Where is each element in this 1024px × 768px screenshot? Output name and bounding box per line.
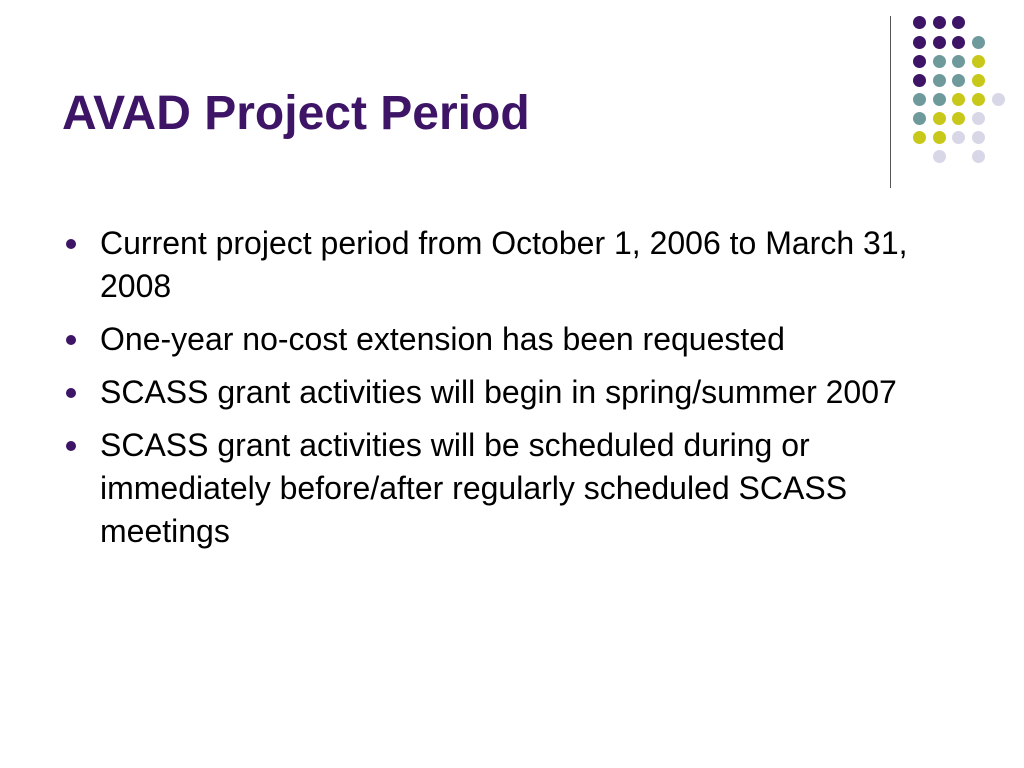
decor-dot (972, 131, 985, 144)
bullet-item (66, 222, 946, 308)
bullet-text: SCASS grant activities will begin in spring/summer 2007 (100, 374, 897, 410)
decor-dot (952, 112, 965, 125)
bullet-dot-icon (66, 388, 76, 398)
bullet-text: One-year no-cost extension has been requested (100, 321, 785, 357)
decor-dot (933, 74, 946, 87)
bullet-item (66, 318, 946, 361)
decor-dot (972, 112, 985, 125)
decor-dot (913, 36, 926, 49)
decor-dot (972, 150, 985, 163)
bullet-item (66, 424, 946, 553)
decor-dot (933, 36, 946, 49)
decor-dot (992, 93, 1005, 106)
decor-dot (972, 93, 985, 106)
decor-dot (933, 131, 946, 144)
decor-dot (933, 55, 946, 68)
decor-dot (913, 131, 926, 144)
decor-dot (913, 55, 926, 68)
decor-dot (952, 55, 965, 68)
decor-dot (972, 36, 985, 49)
bullet-text: Current project period from October 1, 2006 to March 31, 2008 (100, 225, 908, 304)
decor-dot (933, 150, 946, 163)
vertical-divider (890, 16, 891, 188)
decor-dot (913, 93, 926, 106)
bullet-dot-icon (66, 335, 76, 345)
decor-dot (913, 16, 926, 29)
bullet-dot-icon (66, 441, 76, 451)
decor-dot (913, 74, 926, 87)
slide-title: AVAD Project Period (62, 87, 530, 140)
decor-dot (933, 93, 946, 106)
decor-dot (972, 74, 985, 87)
bullet-text: SCASS grant activities will be scheduled during or immediately before/after regularly scheduled SCASS meetings (100, 427, 848, 549)
decor-dot (952, 36, 965, 49)
decor-dot (933, 16, 946, 29)
decor-dot (972, 55, 985, 68)
decor-dot (952, 131, 965, 144)
bullet-dot-icon (66, 239, 76, 249)
decor-dot (952, 93, 965, 106)
decor-dot (933, 112, 946, 125)
decor-dot (952, 16, 965, 29)
decor-dot (952, 74, 965, 87)
decor-dot (913, 112, 926, 125)
bullet-item (66, 371, 946, 414)
bullet-list (66, 222, 946, 563)
